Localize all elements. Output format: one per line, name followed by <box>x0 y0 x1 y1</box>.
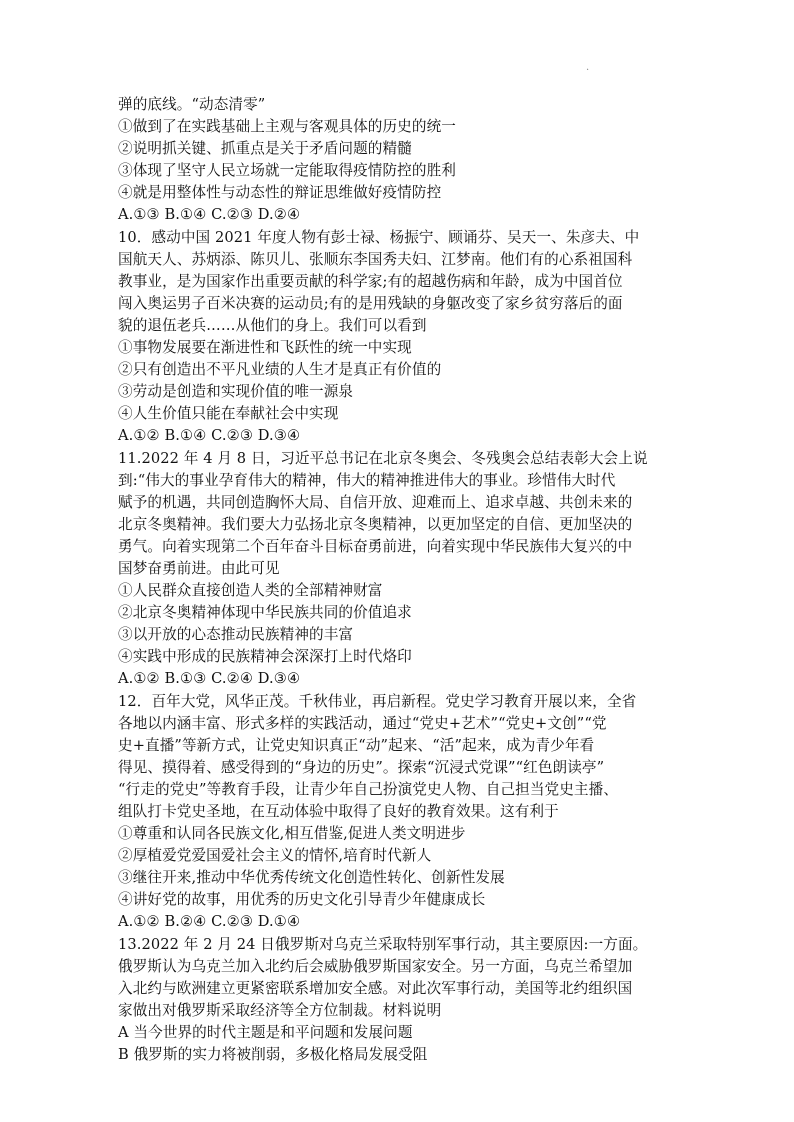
exam-page-text <box>118 94 680 1066</box>
text-line: ②只有创造出不平凡业绩的人生才是真正有价值的 <box>118 361 442 379</box>
text-line: ①事物发展要在渐进性和飞跃性的统一中实现 <box>118 339 412 357</box>
text-line: 国梦奋勇前进。由此可见 <box>118 559 280 577</box>
text-line: 13.2022 年 2 月 24 日俄罗斯对乌克兰采取特别军事行动，其主要原因:一方面。 <box>118 935 648 953</box>
text-line: B 俄罗斯的实力将被削弱，多极化格局发展受阻 <box>118 1046 428 1064</box>
text-line: 入北约与欧洲建立更紧密联系增加安全感。对此次军事行动，美国等北约组织国 <box>118 979 633 997</box>
text-line: ③以开放的心态推动民族精神的丰富 <box>118 626 354 644</box>
text-line: 组队打卡党史圣地，在互动体验中取得了良好的教育效果。这有利于 <box>118 803 559 820</box>
text-line: A.①② B.①④ C.②③ D.③④ <box>118 427 301 445</box>
text-line: ②北京冬奥精神体现中华民族共同的价值追求 <box>118 604 412 622</box>
text-line: ①做到了在实践基础上主观与客观具体的历史的统一 <box>118 118 456 136</box>
text-line: ③继往开来,推动中华优秀传统文化创造性转化、创新性发展 <box>118 869 505 887</box>
text-line: 各地以内涵丰富、形式多样的实践活动，通过“党史+艺术”“党史+文创”“党 <box>118 714 607 732</box>
text-line: 12．百年大党，风华正茂。千秋伟业，再启新程。党史学习教育开展以来，全省 <box>118 692 637 710</box>
text-line: ④人生价值只能在奉献社会中实现 <box>118 405 339 423</box>
text-line: 貌的退伍老兵……从他们的身上。我们可以看到 <box>118 316 427 334</box>
text-line: A 当今世界的时代主题是和平问题和发展问题 <box>118 1023 413 1041</box>
text-line: 北京冬奥精神。我们要大力弘扬北京冬奥精神，以更加坚定的自信、更加坚决的 <box>118 515 633 533</box>
text-line: ①尊重和认同各民族文化,相互借鉴,促进人类文明进步 <box>118 825 466 843</box>
text-line: 11.2022 年 4 月 8 日，习近平总书记在北京冬奥会、冬残奥会总结表彰大会上说 <box>118 449 648 467</box>
text-line: 得见、摸得着、感受得到的“身边的历史”。探索“沉浸式党课”“红色朗读亭” <box>118 758 605 776</box>
corner-mark: . <box>586 62 590 73</box>
text-line: A.①② B.①③ C.②④ D.③④ <box>118 670 301 688</box>
text-line: 勇气。向着实现第二个百年奋斗目标奋勇前进，向着实现中华民族伟大复兴的中 <box>118 537 633 555</box>
text-line: ④就是用整体性与动态性的辩证思维做好疫情防控 <box>118 184 442 202</box>
text-line: 闯入奥运男子百米决赛的运动员;有的是用残缺的身躯改变了家乡贫穷落后的面 <box>118 294 623 312</box>
text-line: 国航天人、苏炳添、陈贝儿、张顺东李国秀夫妇、江梦南。他们有的心系祖国科 <box>118 250 633 268</box>
text-line: ③劳动是创造和实现价值的唯一源泉 <box>118 383 354 401</box>
text-line: ④讲好党的故事，用优秀的历史文化引导青少年健康成长 <box>118 891 486 909</box>
text-line: 10．感动中国 2021 年度人物有彭士禄、杨振宁、顾诵芬、吴天一、朱彦夫、中 <box>118 228 640 246</box>
text-line: 弹的底线。“动态清零” <box>118 96 266 113</box>
text-line: 史+直播”等新方式，让党史知识真正“动”起来、“活”起来，成为青少年看 <box>118 736 595 754</box>
text-line: “行走的党史”等教育手段，让青少年自己扮演党史人物、自己担当党史主播、 <box>118 780 619 798</box>
text-line: ①人民群众直接创造人类的全部精神财富 <box>118 582 383 600</box>
text-line: ④实践中形成的民族精神会深深打上时代烙印 <box>118 648 412 666</box>
text-line: 教事业，是为国家作出重要贡献的科学家;有的超越伤病和年龄，成为中国首位 <box>118 272 623 290</box>
text-line: 俄罗斯认为乌克兰加入北约后会威胁俄罗斯国家安全。另一方面，乌克兰希望加 <box>118 957 633 975</box>
text-line: ②厚植爱党爱国爱社会主义的情怀,培育时代新人 <box>118 847 432 865</box>
text-line: A.①② B.②④ C.②③ D.①④ <box>118 913 301 931</box>
text-line: ③体现了坚守人民立场就一定能取得疫情防控的胜利 <box>118 162 456 180</box>
text-line: ②说明抓关键、抓重点是关于矛盾问题的精髓 <box>118 140 412 158</box>
text-line: 赋予的机遇，共同创造胸怀大局、自信开放、迎难而上、追求卓越、共创未来的 <box>118 493 633 511</box>
text-line: A.①③ B.①④ C.②③ D.②④ <box>118 206 301 224</box>
text-line: 家做出对俄罗斯采取经济等全方位制裁。材料说明 <box>118 1001 442 1019</box>
text-line: 到:“伟大的事业孕育伟大的精神，伟大的精神推进伟大的事业。珍惜伟大时代 <box>118 471 616 489</box>
